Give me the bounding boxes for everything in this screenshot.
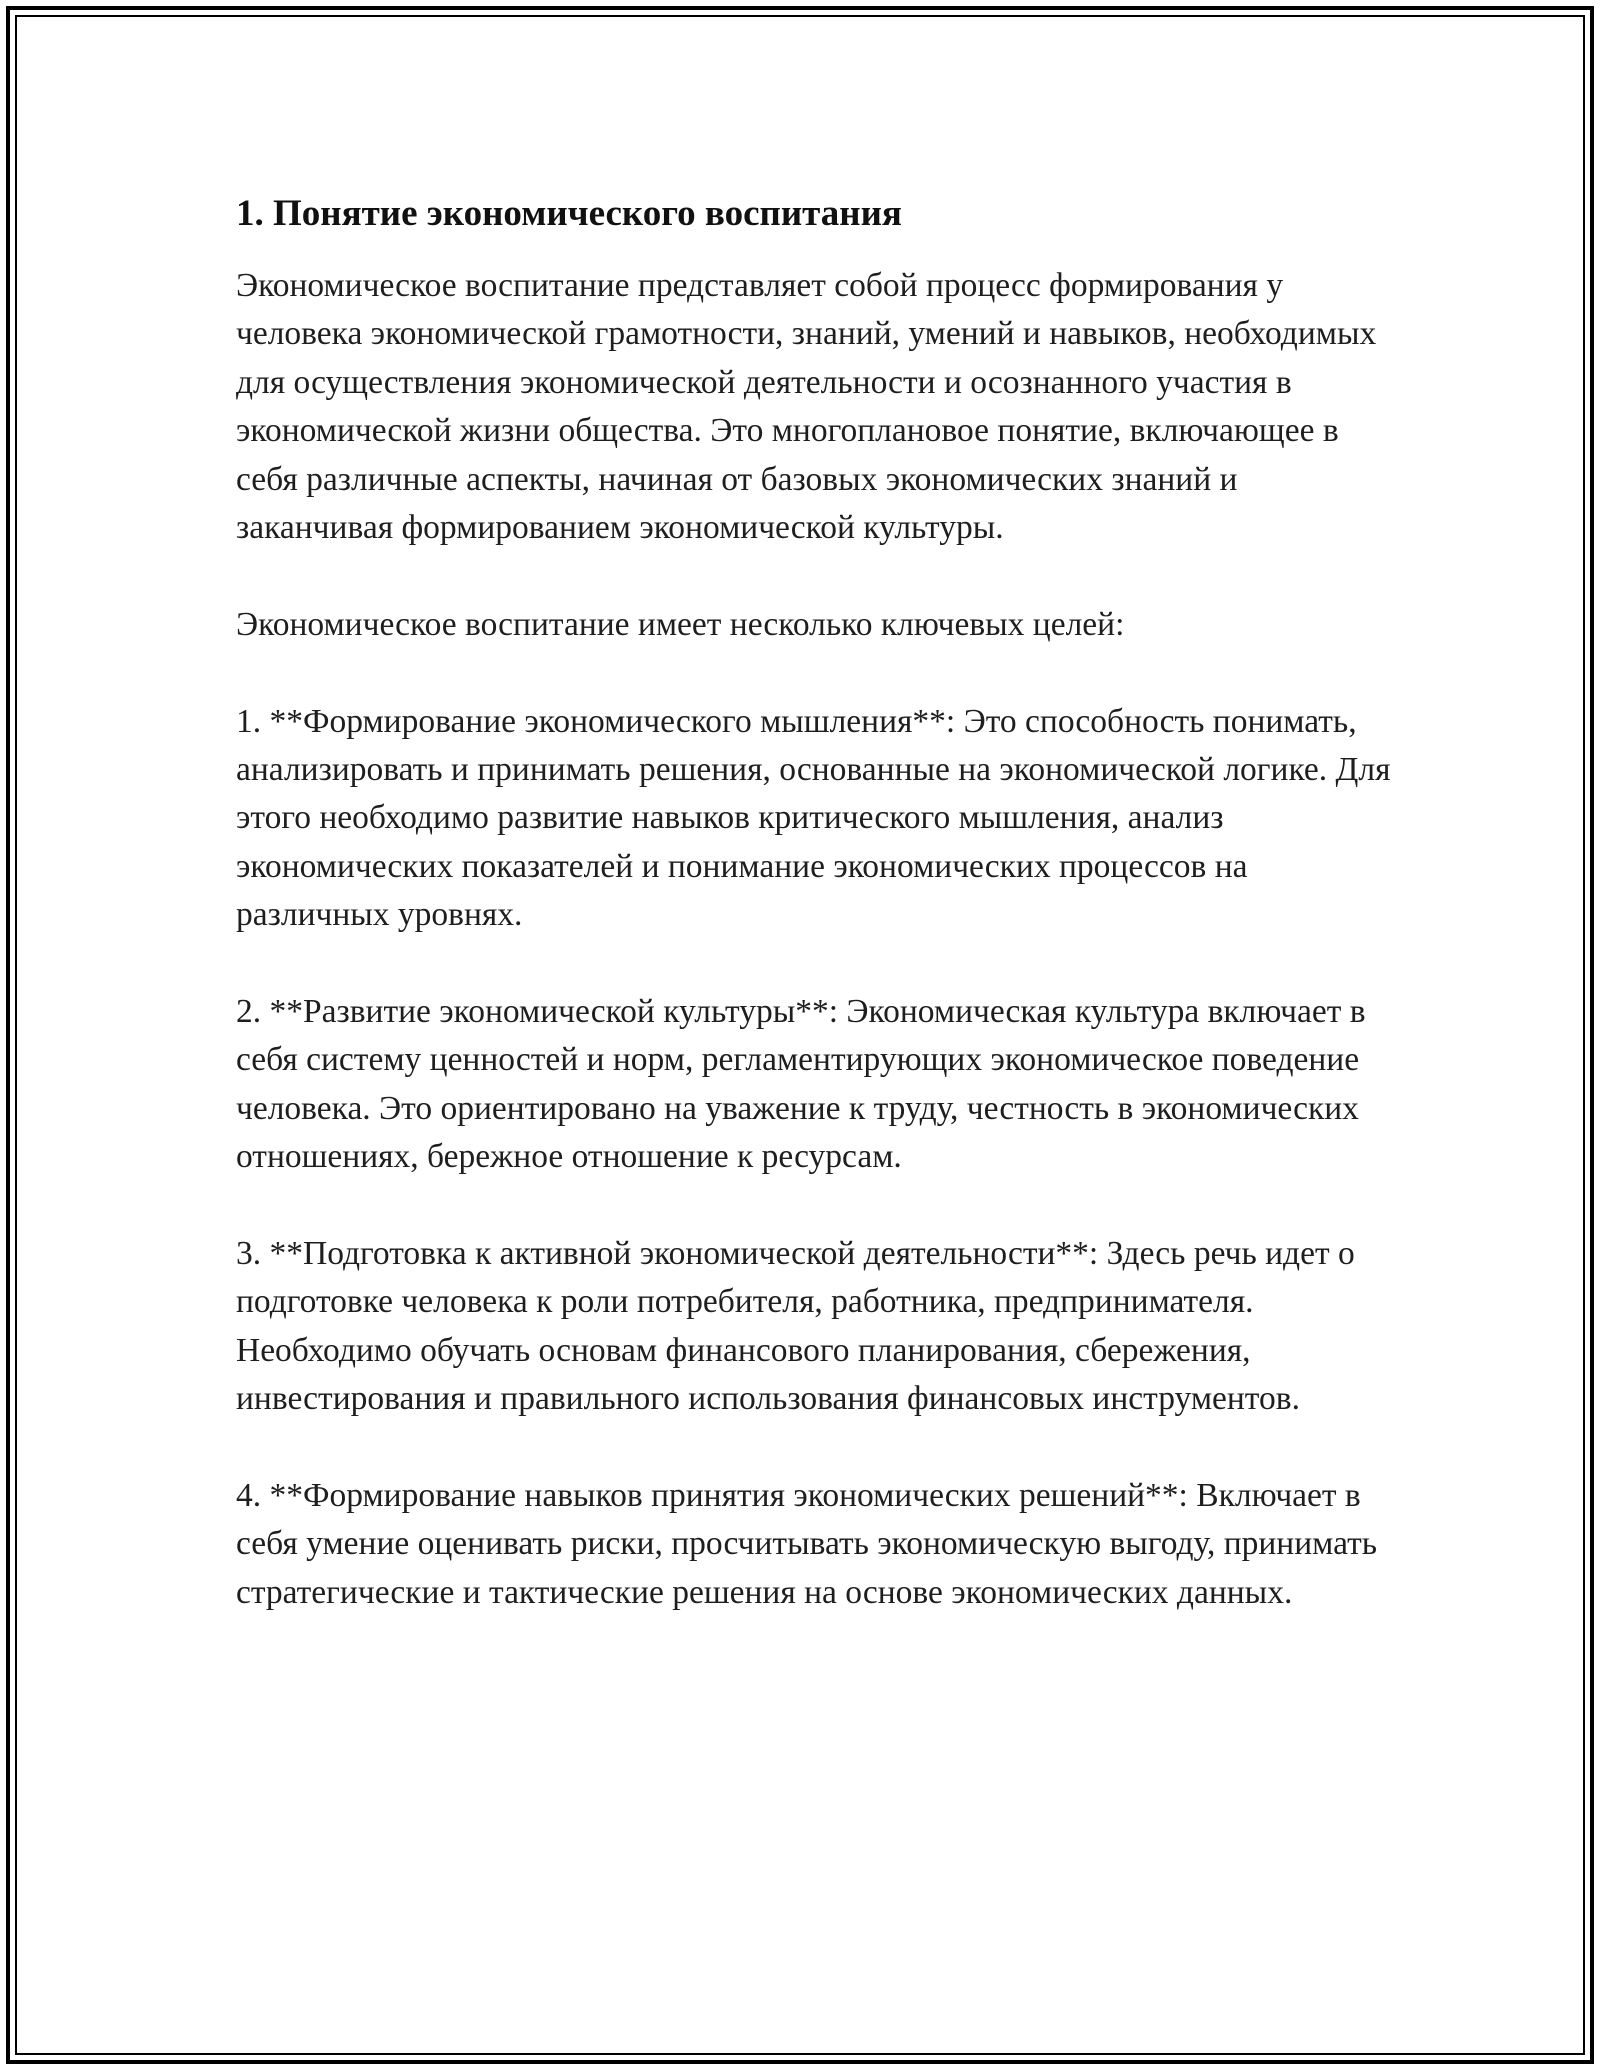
goal-item-3: 3. **Подготовка к активной экономической деятельности**: Здесь речь идет о подготовке человека к роли потребителя, работника, предпринимателя. Необходимо обучать основам финансового планирования, сбережения, инвестирования и правильного использования финансовых инструментов.: [236, 1235, 1355, 1418]
goal-item-1: 1. **Формирование экономического мышления**: Это способность понимать, анализировать и принимать решения, основанные на экономической логике. Для этого необходимо развитие навыков критического мышления, анализ экономических показателей и понимание экономических процессов на различных уровнях.: [236, 702, 1391, 934]
goal-item-2: 2. **Развитие экономической культуры**: Экономическая культура включает в себя систему ценностей и норм, регламентирующих экономическое поведение человека. Это ориентировано на уважение к труду, честность в экономических отношениях, бережное отношение к ресурсам.: [236, 993, 1366, 1176]
goals-intro-paragraph: Экономическое воспитание имеет несколько ключевых целей:: [236, 605, 1125, 643]
section-heading: 1. Понятие экономического воспитания: [236, 193, 902, 234]
document-body: [236, 188, 1396, 1666]
goal-item-4: 4. **Формирование навыков принятия экономических решений**: Включает в себя умение оценивать риски, просчитывать экономическую выгоду, принимать стратегические и тактические решения на основе экономических данных.: [236, 1477, 1378, 1611]
intro-paragraph: Экономическое воспитание представляет собой процесс формирования у человека экономической грамотности, знаний, умений и навыков, необходимых для осуществления экономической деятельности и осознанного участия в экономической жизни общества. Это многоплановое понятие, включающее в себя различные аспекты, начиная от базовых экономических знаний и заканчивая формированием экономической культуры.: [236, 267, 1377, 547]
